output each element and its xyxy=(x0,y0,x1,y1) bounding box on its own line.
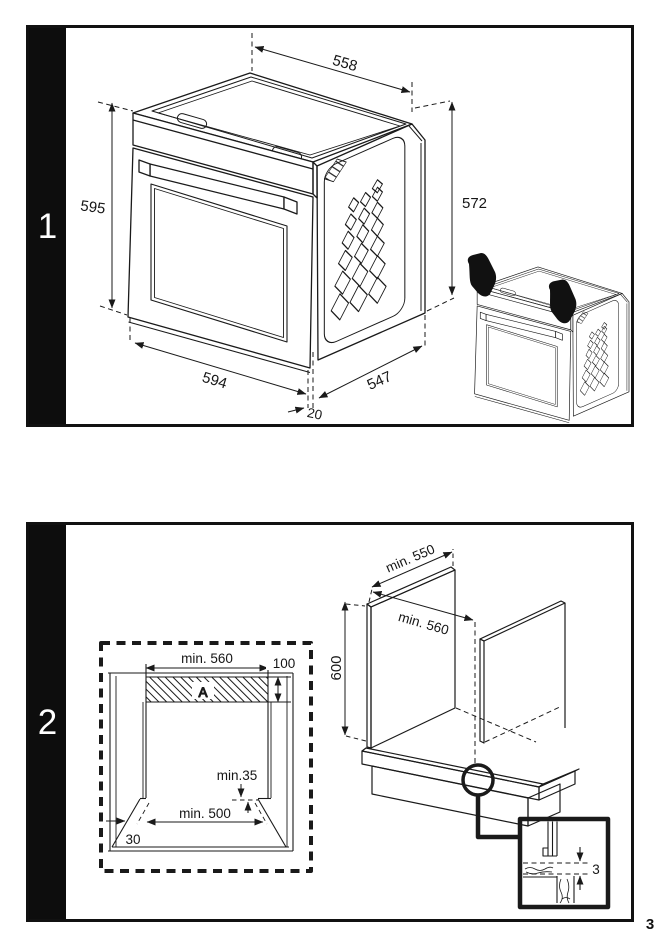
oven-carrying-inset xyxy=(468,253,629,423)
mounting-detail-box xyxy=(520,819,608,907)
dim-label-558: 558 xyxy=(330,51,360,76)
dim-niche-width xyxy=(146,651,268,668)
detail-connector-line xyxy=(478,795,518,837)
figure-1-index-bar xyxy=(29,28,66,424)
dim-label-min500: min. 500 xyxy=(179,806,231,821)
cabinet-iso-view xyxy=(328,541,579,837)
dim-front-overhang xyxy=(288,405,324,423)
dim-front-height xyxy=(79,102,133,315)
dim-label-594: 594 xyxy=(200,368,229,393)
dim-plinth-angle xyxy=(106,821,141,847)
dim-body-depth xyxy=(319,315,425,398)
figure-2-index-bar xyxy=(29,525,66,919)
figure-2-number: 2 xyxy=(37,702,58,742)
oven-isometric-drawing xyxy=(128,73,425,373)
dim-label-20: 20 xyxy=(305,404,324,423)
dim-label-547: 547 xyxy=(364,368,395,394)
dim-top-width xyxy=(252,33,450,112)
dim-label-600: 600 xyxy=(328,655,345,681)
wood-grain-texture xyxy=(523,867,574,903)
dim-label-min560-cab: min. 560 xyxy=(396,609,451,638)
dim-label-30: 30 xyxy=(125,832,141,847)
dim-label-572: 572 xyxy=(462,195,488,212)
dim-label-100: 100 xyxy=(272,656,296,671)
detail-callout-circle xyxy=(463,765,493,795)
figure-2-panel xyxy=(26,522,634,922)
figure-1-panel xyxy=(26,25,634,427)
figure-1-drawing xyxy=(66,28,631,424)
recess-zone-label: A xyxy=(198,685,208,700)
dim-label-gap3: 3 xyxy=(592,862,600,877)
dim-label-min35: min.35 xyxy=(216,768,258,783)
dim-cabinet-height xyxy=(328,602,366,741)
dim-cabinet-width xyxy=(373,592,475,763)
page-number: 3 xyxy=(645,916,655,933)
left-hand-icon xyxy=(468,253,496,297)
dim-recess-depth xyxy=(266,654,303,702)
figure-2-drawing xyxy=(66,525,631,919)
dim-label-min560: min. 560 xyxy=(181,651,233,666)
dim-label-min550: min. 550 xyxy=(383,541,437,576)
dim-label-595: 595 xyxy=(79,197,107,218)
niche-front-view xyxy=(101,643,311,871)
dim-base-opening xyxy=(147,806,263,822)
figure-1-number: 1 xyxy=(37,206,58,246)
